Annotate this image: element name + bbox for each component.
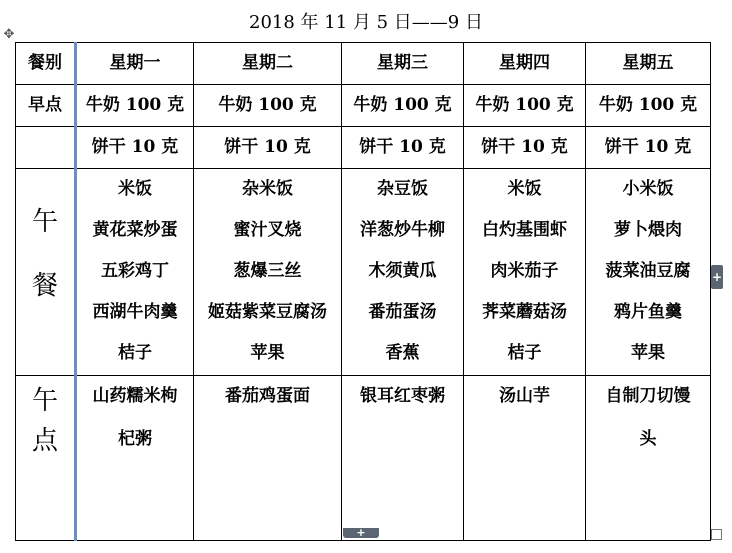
table-move-handle-icon[interactable]: ✥ [3,27,15,42]
dish: 白灼基围虾 [482,220,567,240]
snack-label-char: 午 [31,386,58,416]
dish: 米饭 [118,179,152,199]
dish: 荠菜蘑菇汤 [482,302,567,322]
dish: 米饭 [507,179,542,199]
snack-wednesday-cell[interactable] [342,376,464,541]
dish: 香蕉 [385,343,420,363]
afternoon-snack-row [16,376,711,541]
dish: 洋葱炒牛柳 [360,220,445,240]
header-tuesday[interactable]: 星期二 [194,43,342,85]
snack-friday-cell[interactable] [586,376,711,541]
dish: 木须黄瓜 [368,261,437,281]
dish: 菠菜油豆腐 [605,261,691,281]
dish: 苹果 [250,343,285,363]
lunch-tuesday-cell[interactable] [194,169,342,376]
table-cell[interactable]: 饼干 10 克 [76,127,194,169]
snack-line: 番茄鸡蛋面 [225,386,310,406]
dish: 五彩鸡丁 [101,261,169,281]
table-cell[interactable]: 牛奶 100 克 [342,85,464,127]
table-cell[interactable]: 牛奶 100 克 [586,85,711,127]
dish: 桔子 [118,343,152,363]
header-wednesday[interactable]: 星期三 [342,43,464,85]
header-meal-type[interactable]: 餐别 [16,43,76,85]
table-cell[interactable]: 牛奶 100 克 [194,85,342,127]
dish: 葱爆三丝 [233,261,302,281]
table-cell[interactable]: 饼干 10 克 [464,127,586,169]
add-column-plus-icon[interactable]: + [711,265,723,289]
dish: 黄花菜炒蛋 [92,220,178,240]
snack-line: 银耳红枣粥 [360,386,445,406]
dish: 番茄蛋汤 [368,302,437,322]
lunch-label-char: 餐 [31,271,58,301]
table-cell[interactable]: 饼干 10 克 [194,127,342,169]
dish: 鸦片鱼羹 [614,302,682,322]
dish: 肉米茄子 [490,261,559,281]
lunch-monday-cell[interactable] [76,169,194,376]
table-resize-handle[interactable] [711,529,722,540]
snack-line: 汤山芋 [499,386,550,406]
breakfast-label[interactable]: 早点 [16,85,76,127]
snack-line: 自制刀切馒 [605,386,691,406]
snack-tuesday-cell[interactable] [194,376,342,541]
dish: 杂豆饭 [377,179,428,199]
snack-line: 头 [639,429,657,449]
header-monday[interactable]: 星期一 [76,43,194,85]
breakfast-row-biscuit [16,127,711,169]
table-cell[interactable]: 饼干 10 克 [342,127,464,169]
table-cell[interactable]: 牛奶 100 克 [464,85,586,127]
weekly-menu-table [15,42,711,541]
dish: 桔子 [507,343,542,363]
lunch-label-cell[interactable] [16,169,76,376]
table-cell[interactable]: 饼干 10 克 [586,127,711,169]
header-friday[interactable]: 星期五 [586,43,711,85]
add-row-plus-icon[interactable]: + [343,528,379,538]
dish: 杂米饭 [242,179,293,199]
dish: 蜜汁叉烧 [233,220,302,240]
snack-monday-cell[interactable] [76,376,194,541]
table-cell[interactable]: 牛奶 100 克 [76,85,194,127]
lunch-label-char: 午 [31,207,58,237]
snack-line: 山药糯米枸 [92,386,178,406]
lunch-row [16,169,711,376]
lunch-wednesday-cell[interactable] [342,169,464,376]
dish: 西湖牛肉羹 [92,302,178,322]
header-thursday[interactable]: 星期四 [464,43,586,85]
menu-title: 2018 年 11 月 5 日——9 日 [249,12,483,33]
lunch-friday-cell[interactable] [586,169,711,376]
header-row [16,43,711,85]
breakfast-row-milk [16,85,711,127]
snack-thursday-cell[interactable] [464,376,586,541]
lunch-thursday-cell[interactable] [464,169,586,376]
snack-line: 杞粥 [118,429,152,449]
dish: 姬菇紫菜豆腐汤 [208,302,327,322]
empty-label-cell[interactable] [16,127,76,169]
dish: 苹果 [631,343,665,363]
dish: 萝卜煨肉 [614,220,682,240]
dish: 小米饭 [622,179,674,199]
snack-label-char: 点 [31,426,58,456]
snack-label-cell[interactable] [16,376,76,541]
